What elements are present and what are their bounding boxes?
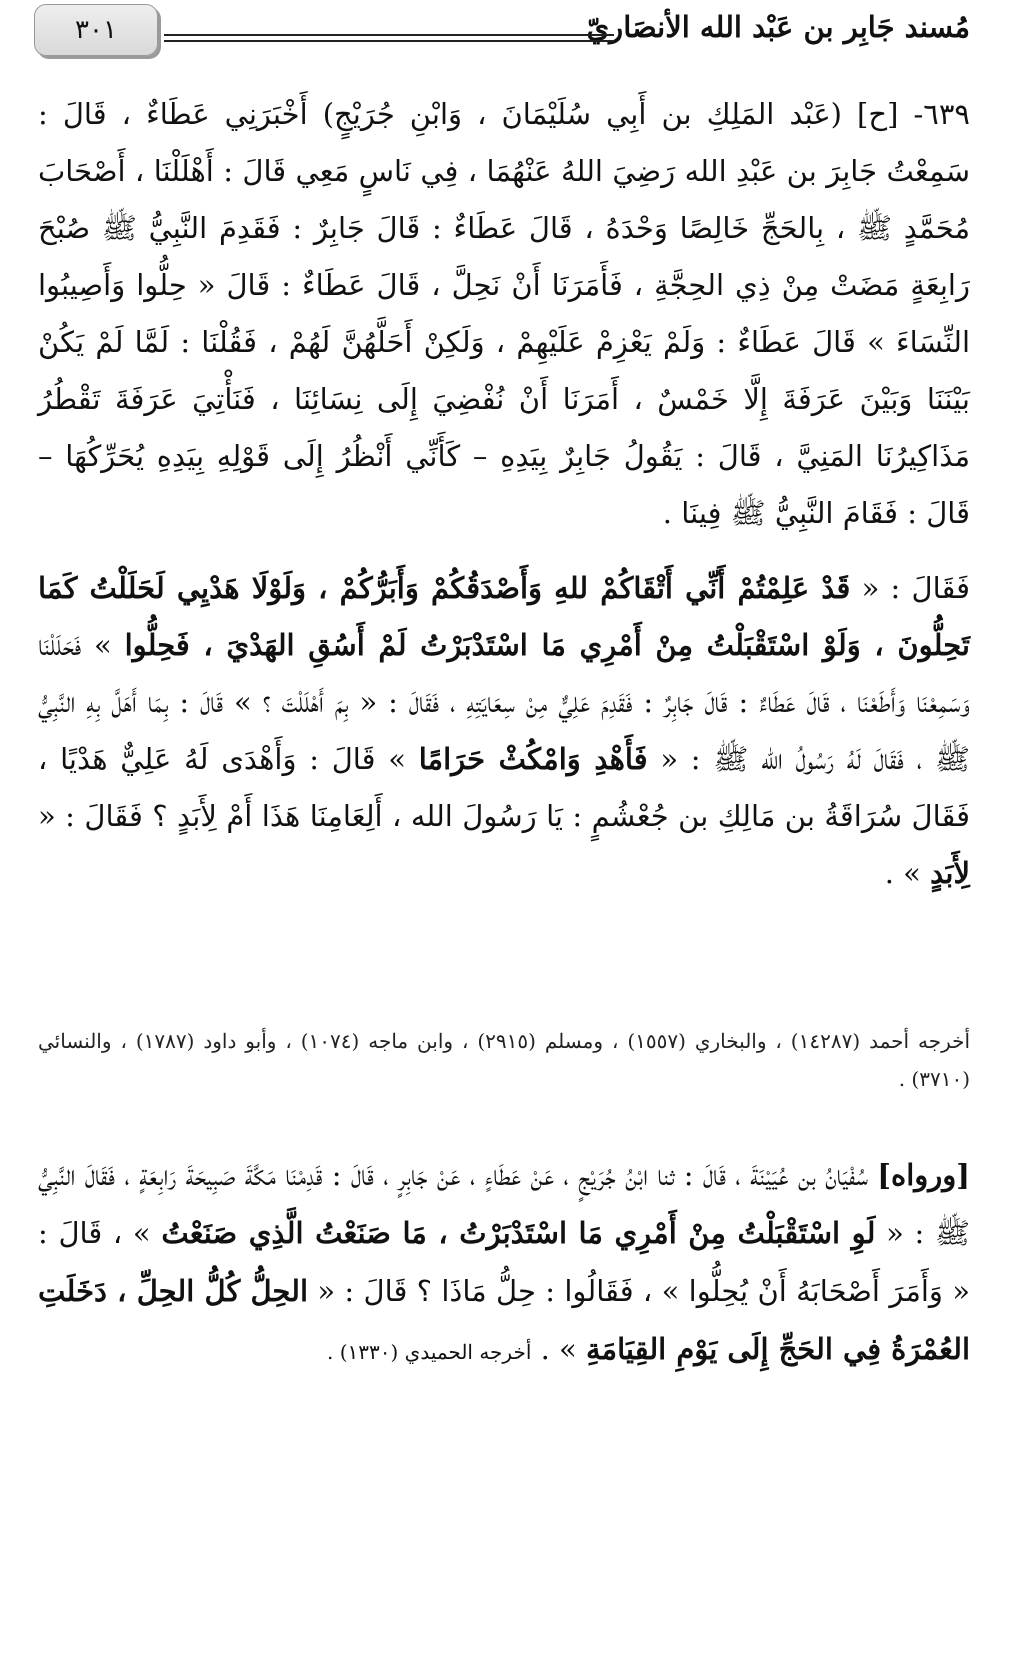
narration-speech-1: لَوِ اسْتَقْبَلْتُ مِنْ أَمْرِي مَا اسْتَدْبَرْتُ ، مَا صَنَعْتُ الَّذِي صَنَعْتُ [161,1216,876,1250]
narration-paragraph [38,1146,970,1381]
narration-part-1: سُفْيَانُ بن عُيَيْنَةَ ، قَالَ : ثنا ابْنُ جُرَيْجٍ ، عَنْ عَطَاءٍ ، عَنْ جَابِرٍ ، قَالَ : قَدِمْنَا مَكَّةَ صَبِيحَةَ رَابِعَةٍ ، فَقَالَ النَّبِيُّ ﷺ : « [38,1158,970,1250]
narration-block [38,1146,970,1381]
takhrij-footnote: أخرجه أحمد (١٤٢٨٧) ، والبخاري (١٥٥٧) ، ومسلم (٢٩١٥) ، وابن ماجه (١٠٧٤) ، وأبو داود (١٧٨٧) ، والنسائي (٣٧١٠) . [38,1029,971,1091]
prophet-speech-3: لِأَبَدٍ [930,856,970,890]
narration-label: [ورواه] [877,1158,970,1192]
page-header [32,0,978,64]
narration-speech-2: الحِلُّ كُلُّ الحِلِّ ، دَخَلَتِ العُمْرَةُ فِي الحَجِّ إِلَى يَوْمِ القِيَامَةِ [38,1274,970,1366]
hadith-paragraph-2 [38,560,970,902]
narration-part-2: » ، قَالَ : « وَأَمَرَ أَصْحَابَهُ أَنْ يُحِلُّوا » ، فَقَالُوا : حِلُّ مَاذَا ؟ قَالَ : « [38,1216,970,1308]
header-rule [164,34,614,42]
page-number: ٣٠١ [75,15,117,45]
prophet-speech-2: فَأَهْدِ وَامْكُثْ حَرَامًا [418,742,648,776]
hadith-p2-intro: فَقَالَ : « [850,571,970,605]
hadith-p2-tail: » قَالَ : وَأَهْدَى لَهُ عَلِيٌّ هَدْيًا ، فَقَالَ سُرَاقَةُ بن مَالِكِ بن جُعْشُمٍ : يَا رَسُولَ الله ، أَلِعَامِنَا هَذَا أَمْ لِأَبَدٍ ؟ فَقَالَ : « [38,742,970,833]
page-number-box [34,4,158,56]
prophet-speech-1: قَدْ عَلِمْتُمْ أَنِّي أَتْقَاكُمْ للهِ وَأَصْدَقُكُمْ وَأَبَرُّكُمْ ، وَلَوْلَا هَدْيِي لَحَلَلْتُ كَمَا تَحِلُّونَ ، وَلَوْ اسْتَقْبَلْتُ مِنْ أَمْرِي مَا اسْتَدْبَرْتُ لَمْ أَسُقِ الهَدْيَ ، فَحِلُّوا [38,571,971,662]
hadith-p2-mid: » فَحَلَلْنَا وَسَمِعْنَا وَأَطَعْنَا ، قَالَ عَطَاءٌ : قَالَ جَابِرٌ : فَقَدِمَ عَلِيٌّ مِنْ سِعَايَتِهِ ، فَقَالَ : « بِمَ أَهْلَلْتَ ؟ » قَالَ : بِمَا أَهَلَّ بِهِ النَّبِيُّ ﷺ ، فَقَالَ لَهُ رَسُولُ الله ﷺ : « [38,628,970,776]
running-title: مُسند جَابِر بن عَبْد الله الأنصَاريّ [586,10,970,44]
hadith-639 [38,86,970,902]
hadith-paragraph-1: ٦٣٩- [ح] (عَبْد المَلِكِ بن أَبِي سُلَيْمَانَ ، وَابْنِ جُرَيْجٍ) أَخْبَرَنِي عَطَاءٌ ، قَالَ : سَمِعْتُ جَابِرَ بن عَبْدِ الله رَضِيَ اللهُ عَنْهُمَا ، فِي نَاسٍ مَعِي قَالَ : أَهْلَلْنَا ، أَصْحَابَ مُحَمَّدٍ ﷺ ، بِالحَجِّ خَالِصًا وَحْدَهُ ، قَالَ عَطَاءٌ : قَالَ جَابِرٌ : فَقَدِمَ النَّبِيُّ ﷺ صُبْحَ رَابِعَةٍ مَضَتْ مِنْ ذِي الحِجَّةِ ، فَأَمَرَنَا أَنْ نَحِلَّ ، قَالَ عَطَاءٌ : قَالَ « حِلُّوا وَأَصِيبُوا النِّسَاءَ » قَالَ عَطَاءٌ : وَلَمْ يَعْزِمْ عَلَيْهِمْ ، وَلَكِنْ أَحَلَّهُنَّ لَهُمْ ، فَقُلْنَا : لَمَّا لَمْ يَكُنْ بَيْنَنَا وَبَيْنَ عَرَفَةَ إِلَّا خَمْسٌ ، أَمَرَنَا أَنْ نُفْضِيَ إِلَى نِسَائِنَا ، فَنَأْتِيَ عَرَفَةَ تَقْطُرُ مَذَاكِيرُنَا المَنِيَّ ، قَالَ : يَقُولُ جَابِرٌ بِيَدِهِ – كَأَنِّي أَنْظُرُ إِلَى قَوْلِهِ بِيَدِهِ يُحَرِّكُهَا – قَالَ : فَقَامَ النَّبِيُّ ﷺ فِينَا . [38,97,970,530]
narration-part-3: » . [531,1332,586,1366]
narration-source-ref: أخرجه الحميدي (١٣٣٠) . [327,1340,532,1364]
hadith-p2-end: » . [884,856,931,890]
book-page [32,0,978,1657]
